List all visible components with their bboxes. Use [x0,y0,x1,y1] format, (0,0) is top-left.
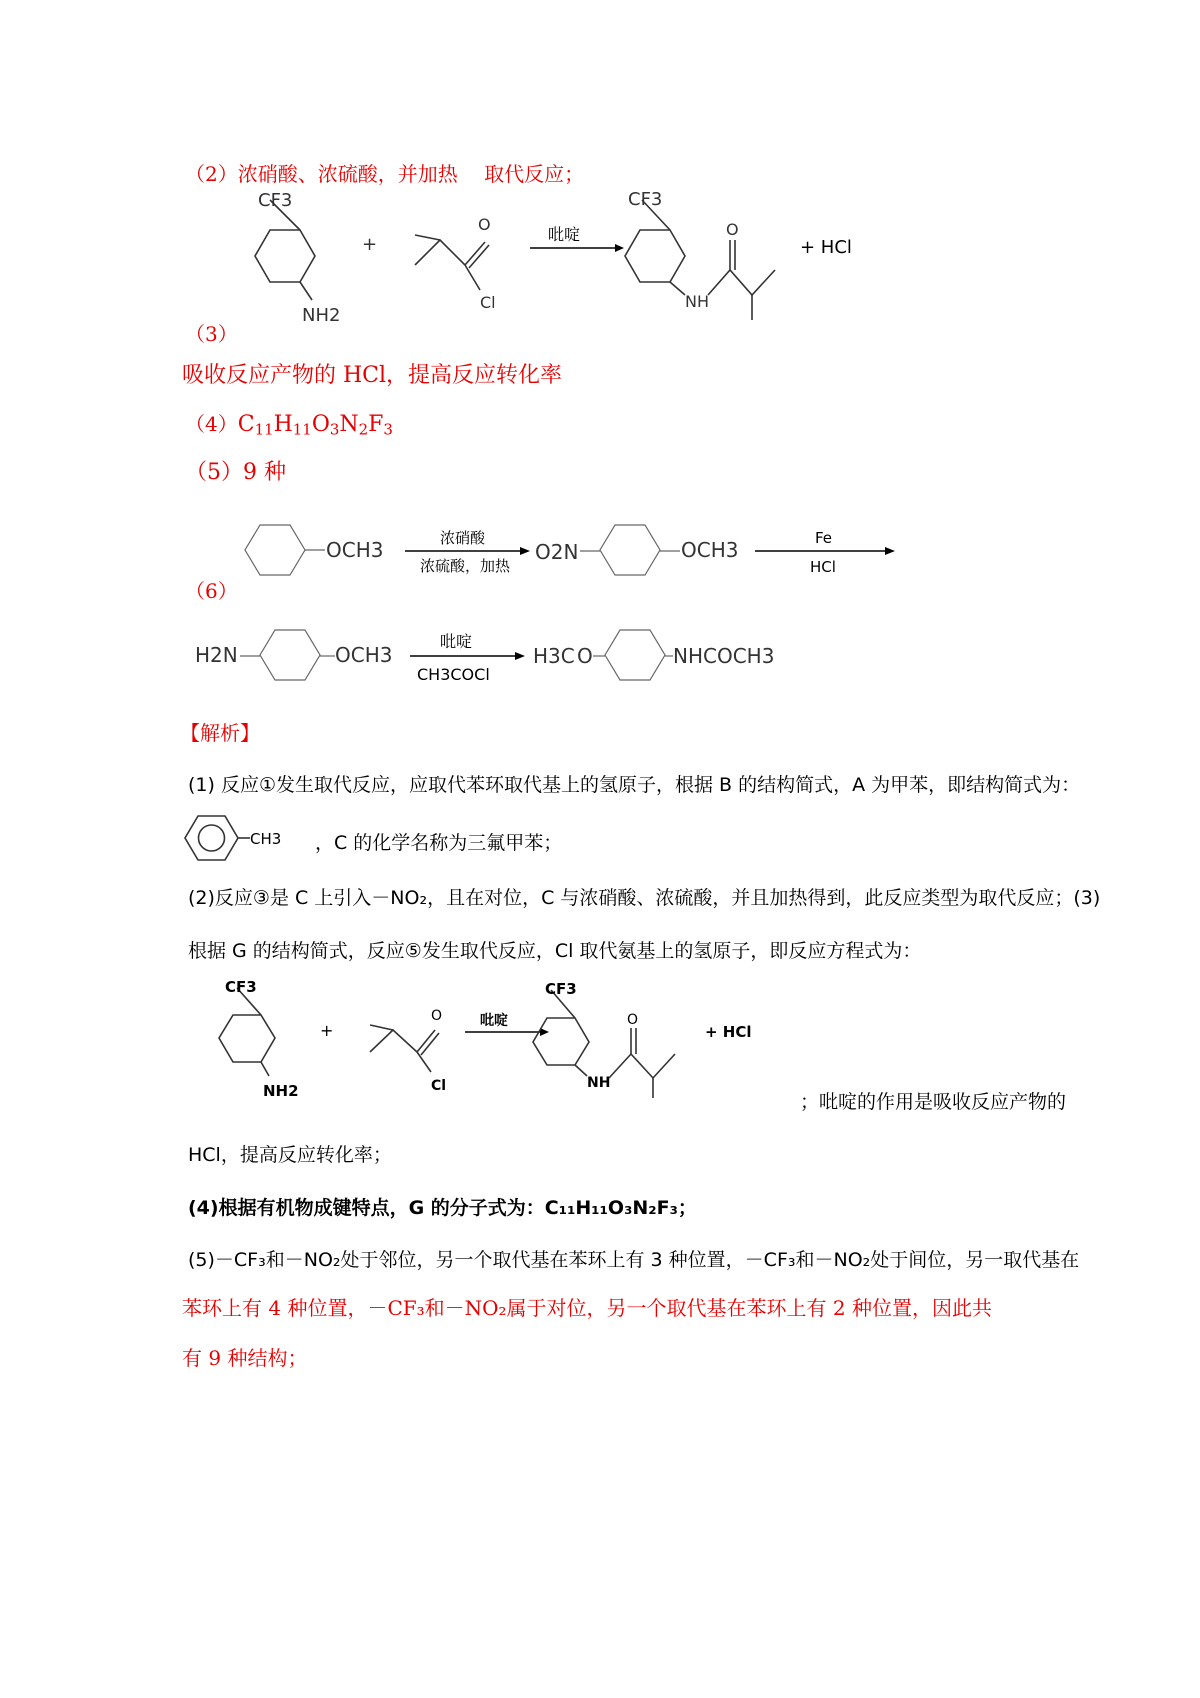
analysis-p7: (5)－CF₃和－NO₂处于邻位，另一个取代基在苯环上有 3 种位置，－CF₃和－NO₂处于间位，另一取代基在 [188,1249,1080,1271]
svg-text:+: + [362,234,378,255]
analysis-heading: 【解析】 [180,721,260,745]
answer-2: （2）浓硝酸、浓硫酸，并加热 取代反应； [185,162,585,186]
reaction-6-step3 [195,620,895,690]
analysis-p9: 有 9 种结构； [182,1346,308,1370]
analysis-p3: 根据 G 的结构简式，反应⑤发生取代反应，Cl 取代氨基上的氢原子，即反应方程式为： [188,940,922,962]
svg-text:吡啶: 吡啶 [480,1013,508,1029]
svg-text:OCH3: OCH3 [335,643,393,667]
toluene-structure [180,808,300,868]
answer-6-label: （6） [185,579,238,603]
reaction-6-step1 [240,515,940,585]
svg-text:CH3COCl: CH3COCl [417,665,490,684]
analysis-p4-tail: ；吡啶的作用是吸收反应产物的 [800,1091,1067,1113]
answer-3-text: 吸收反应产物的 HCl，提高反应转化率 [182,363,563,388]
svg-text:O: O [627,1012,639,1028]
svg-text:O: O [577,644,593,668]
answer-4: $(4)C_{11}H_{11}O_3N_2F_3$ [185,412,393,439]
svg-text:Fe: Fe [815,529,833,547]
svg-text:NH2: NH2 [263,1082,299,1100]
svg-text:H2N: H2N [195,643,238,667]
svg-text:+ HCl: + HCl [800,237,852,258]
analysis-p6: (4)根据有机物成键特点，G 的分子式为：C₁₁H₁₁O₃N₂F₃； [188,1197,697,1219]
svg-text:吡啶: 吡啶 [548,225,581,244]
analysis-p5: HCl，提高反应转化率； [188,1144,392,1166]
svg-text:NHCOCH3: NHCOCH3 [673,644,775,668]
svg-text:+ HCl: + HCl [705,1023,752,1041]
svg-text:HCl: HCl [810,558,836,576]
analysis-reaction-scheme [195,980,915,1100]
cf3-label: CF3 [258,190,293,211]
benzene-ring [255,230,315,282]
svg-text:O: O [478,215,491,234]
analysis-p8: 苯环上有 4 种位置，－CF₃和－NO₂属于对位，另一个取代基在苯环上有 2 种位置，因此共 [182,1296,992,1320]
svg-text:H3C: H3C [533,644,575,668]
svg-text:Cl: Cl [431,1078,447,1094]
svg-text:NH: NH [685,292,709,311]
analysis-p2: (2)反应③是 C 上引入－NO₂，且在对位，C 与浓硝酸、浓硫酸，并且加热得到，此反应类型为取代反应；(3) [188,887,1101,909]
svg-text:OCH3: OCH3 [326,538,384,562]
svg-text:浓硫酸，加热: 浓硫酸，加热 [420,557,511,575]
svg-text:CF3: CF3 [225,978,257,996]
svg-text:浓硝酸: 浓硝酸 [440,529,486,547]
answer-5: （5）9 种 [185,460,286,485]
svg-text:NH: NH [587,1075,611,1091]
answer-3-label: （3） [185,322,238,346]
reaction-3-scheme [230,190,930,330]
svg-text:CF3: CF3 [628,189,663,210]
svg-text:Cl: Cl [480,293,496,312]
analysis-p1b: ，C 的化学名称为三氟甲苯； [315,832,563,854]
analysis-p1: (1) 反应①发生取代反应，应取代苯环取代基上的氢原子，根据 B 的结构简式，A 为甲苯，即结构简式为： [188,774,1081,796]
svg-text:+: + [320,1021,334,1040]
svg-text:CF3: CF3 [545,980,577,998]
svg-text:OCH3: OCH3 [681,538,739,562]
svg-text:O2N: O2N [535,540,579,564]
svg-text:CH3: CH3 [250,830,282,848]
svg-text:吡啶: 吡啶 [440,632,473,651]
nh2-label: NH2 [302,305,341,326]
svg-text:O: O [726,220,739,239]
svg-text:O: O [431,1008,443,1024]
